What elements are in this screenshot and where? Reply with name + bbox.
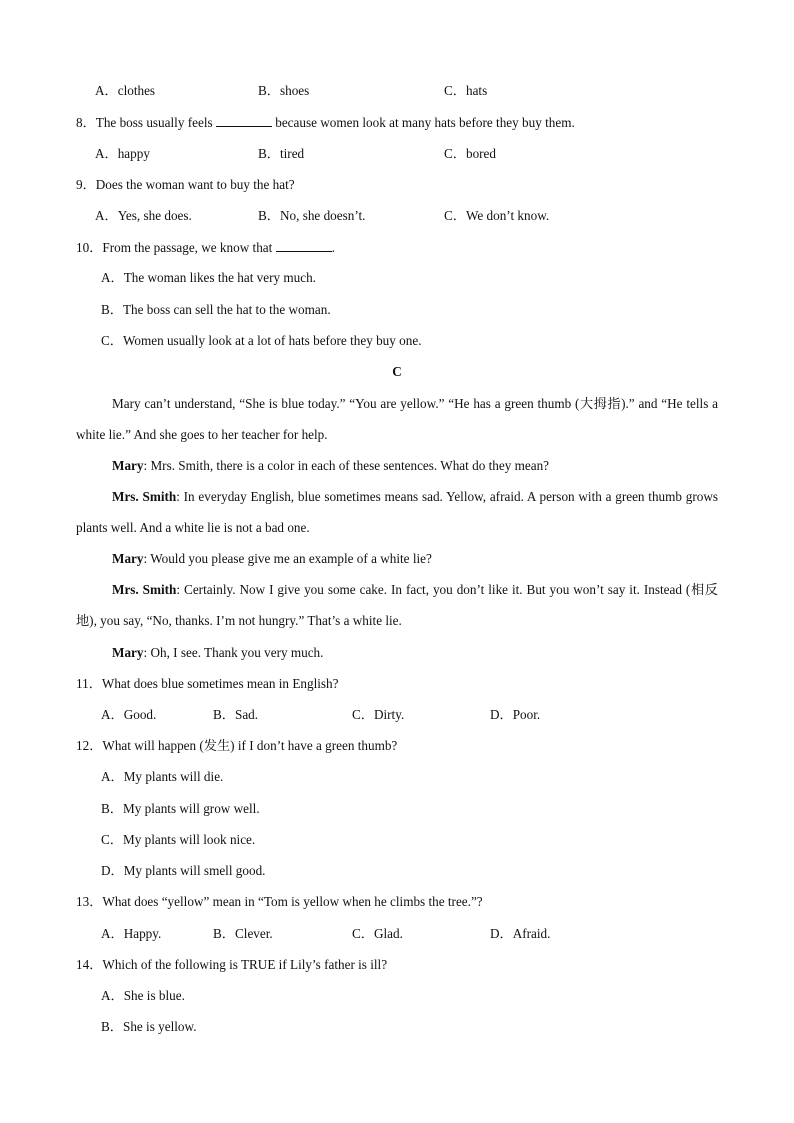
- q10-stem-post: .: [331, 240, 335, 255]
- q13-option-a: A．Happy.: [101, 926, 162, 941]
- q11-stem: 11．What does blue sometimes mean in English?: [76, 676, 339, 691]
- q10-option-a: A．The woman likes the hat very much.: [101, 270, 316, 285]
- q8-stem: [76, 114, 575, 131]
- dialogue-text: : In everyday English, blue sometimes means sad. Yellow, afraid. A person with a green thumb grows plants well. And a white lie is not a bad one.: [76, 489, 718, 535]
- speaker-mary: Mary: [112, 551, 144, 566]
- q10-blank: [276, 239, 332, 252]
- passage-intro-text: Mary can’t understand, “She is blue today.” “You are yellow.” “He has a green thumb (大拇指).” and “He tells a white lie.” And she goes to her teacher for help.: [76, 396, 718, 442]
- q8-option-a: A．happy: [95, 146, 150, 161]
- dialogue-text: : Certainly. Now I give you some cake. In fact, you don’t like it. But you won’t say it. Instead (相反地), you say, “No, thanks. I’m not hungry.” That’s a white lie.: [76, 582, 718, 628]
- q13-option-d: D．Afraid.: [490, 926, 551, 941]
- q9-option-b: B．No, she doesn’t.: [258, 208, 366, 223]
- q9-option-a: A．Yes, she does.: [95, 208, 192, 223]
- q9-stem: 9．Does the woman want to buy the hat?: [76, 177, 295, 192]
- dialogue-text: : Mrs. Smith, there is a color in each of these sentences. What do they mean?: [143, 458, 550, 473]
- dialogue-line-3: [76, 543, 718, 574]
- q10-stem: [76, 239, 335, 256]
- q12-option-d: D．My plants will smell good.: [101, 863, 266, 878]
- q8-stem-post: because women look at many hats before they buy them.: [271, 115, 575, 130]
- q8-blank: [216, 114, 272, 127]
- q7-option-c: C．hats: [444, 83, 488, 98]
- speaker-mary: Mary: [112, 645, 144, 660]
- q9-option-c: C．We don’t know.: [444, 208, 550, 223]
- q12-stem: 12．What will happen (发生) if I don’t have a green thumb?: [76, 738, 398, 753]
- speaker-mrs-smith: Mrs. Smith: [112, 582, 177, 597]
- q8-option-b: B．tired: [258, 146, 305, 161]
- q11-option-c: C．Dirty.: [352, 707, 405, 722]
- q12-option-a: A．My plants will die.: [101, 769, 224, 784]
- q14-stem: 14．Which of the following is TRUE if Lily’s father is ill?: [76, 957, 388, 972]
- q14-option-a: A．She is blue.: [101, 988, 185, 1003]
- dialogue-line-2: [76, 481, 718, 543]
- dialogue-line-5: [76, 637, 718, 668]
- q14-option-b: B．She is yellow.: [101, 1019, 197, 1034]
- q10-stem-pre: 10．From the passage, we know that: [76, 240, 276, 255]
- q10-option-b: B．The boss can sell the hat to the woman.: [101, 302, 331, 317]
- q7-option-a: A．clothes: [95, 83, 156, 98]
- q12-option-c: C．My plants will look nice.: [101, 832, 256, 847]
- q13-option-c: C．Glad.: [352, 926, 403, 941]
- section-heading: C: [392, 364, 402, 379]
- q13-stem: 13．What does “yellow” mean in “Tom is yellow when he climbs the tree.”?: [76, 894, 483, 909]
- q8-option-c: C．bored: [444, 146, 497, 161]
- speaker-mary: Mary: [112, 458, 144, 473]
- dialogue-text: : Would you please give me an example of a white lie?: [143, 551, 432, 566]
- dialogue-line-1: [76, 450, 718, 481]
- q11-option-a: A．Good.: [101, 707, 157, 722]
- q12-option-b: B．My plants will grow well.: [101, 801, 260, 816]
- q7-option-b: B．shoes: [258, 83, 310, 98]
- dialogue-text: : Oh, I see. Thank you very much.: [143, 645, 324, 660]
- q11-option-d: D．Poor.: [490, 707, 541, 722]
- speaker-mrs-smith: Mrs. Smith: [112, 489, 177, 504]
- dialogue-line-4: [76, 574, 718, 636]
- q11-option-b: B．Sad.: [213, 707, 259, 722]
- passage-intro: [76, 388, 718, 450]
- q13-option-b: B．Clever.: [213, 926, 273, 941]
- q10-option-c: C．Women usually look at a lot of hats before they buy one.: [101, 333, 422, 348]
- q8-stem-pre: 8．The boss usually feels: [76, 115, 216, 130]
